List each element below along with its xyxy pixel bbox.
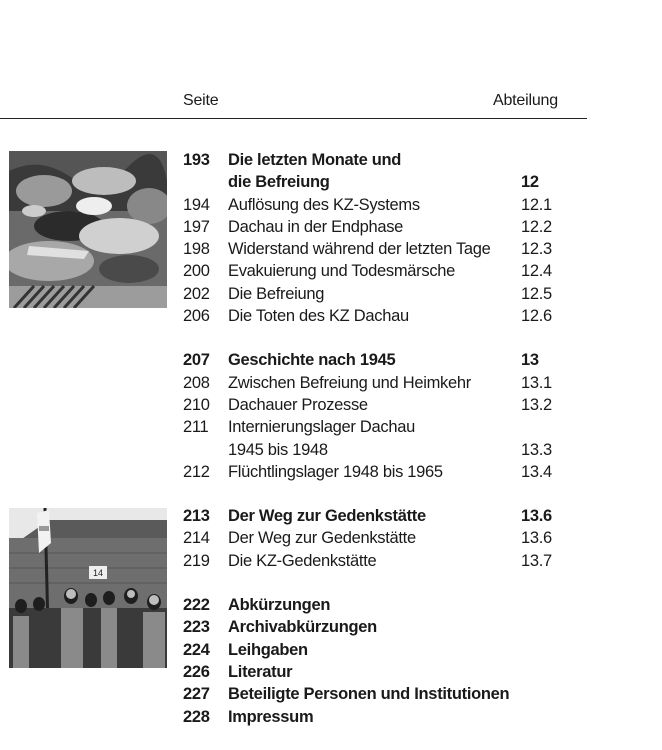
toc-page-number: 227 [183,685,210,704]
toc-heading-row [183,149,583,171]
toc-heading-row [183,594,583,616]
toc-entry-title: Die KZ-Gedenkstätte [228,551,377,570]
toc-entry-row [183,527,583,549]
toc-entry-title: Zwischen Befreiung und Heimkehr [228,373,471,392]
toc-page-number: 193 [183,151,210,169]
toc-section-number: 13 [521,351,539,370]
column-header-section: Abteilung [493,92,558,109]
toc-heading-row [183,683,583,705]
toc-entry-row [183,305,583,327]
toc-heading-row [183,349,583,371]
toc-section [183,149,583,327]
toc-page-number: 211 [183,418,209,437]
toc-page-number: 222 [183,596,210,615]
toc-page-number: 212 [183,462,210,481]
toc-page-number: 198 [183,240,210,259]
toc-section-number: 12 [521,173,539,192]
toc-page-number: 194 [183,195,210,214]
toc-page-number: 206 [183,307,210,326]
toc-entry-title: Leihgaben [228,640,308,659]
toc-entry-row [183,461,583,483]
barrack-number-label: 14 [92,568,104,578]
toc-page-number: 210 [183,395,210,414]
toc-entry-title: Die letzten Monate und [228,151,402,169]
toc-entry-row [183,550,583,572]
toc-entry-title: Abkürzungen [228,596,331,615]
toc-section-number: 13.7 [521,551,552,570]
toc-page-number: 213 [183,507,210,526]
toc-heading-row [183,505,583,527]
toc-entry-title: Flüchtlingslager 1948 bis 1965 [228,462,443,481]
toc-entry-title: Literatur [228,662,293,681]
header-divider [0,118,587,119]
toc-section-number: 12.1 [521,195,552,214]
liberation-photo [9,151,167,308]
memorial-flag-photo [9,508,167,668]
toc-entry-title: die Befreiung [228,173,330,192]
toc-entry-title: Geschichte nach 1945 [228,351,396,370]
toc-entry-row [183,372,583,394]
toc-entry-title: Die Befreiung [228,284,325,303]
toc-page-number: 224 [183,640,210,659]
toc-page-number: 207 [183,351,210,370]
toc-page-number: 226 [183,662,210,681]
toc-heading-row [183,706,583,728]
toc-page-number: 223 [183,618,210,637]
toc-entry-title: Die Toten des KZ Dachau [228,307,409,326]
toc-entry-row [183,416,583,438]
toc-section-number: 12.5 [521,284,552,303]
toc-entry-title: Archivabkürzungen [228,618,377,637]
toc-entry-row [183,260,583,282]
toc-entry-title: Evakuierung und Todesmärsche [228,262,456,281]
toc-section-number: 13.3 [521,440,552,459]
toc-section-number: 13.6 [521,507,552,526]
toc-entry-row [183,439,583,461]
toc-page-number: 228 [183,707,210,726]
toc-heading-row [183,661,583,683]
toc-entry-title: Der Weg zur Gedenkstätte [228,529,416,548]
toc-entry-title: Dachau in der Endphase [228,217,404,236]
toc-entry-title: Internierungslager Dachau [228,418,415,437]
toc-section-number: 13.1 [521,373,552,392]
toc-entry-title: Auflösung des KZ-Systems [228,195,420,214]
column-header-page: Seite [183,92,219,109]
toc-entry-row [183,394,583,416]
toc-page-number: 197 [183,217,210,236]
toc-entry-row [183,194,583,216]
toc-heading-row [183,616,583,638]
toc-entry-title: Der Weg zur Gedenkstätte [228,507,426,526]
toc-section [183,594,583,728]
toc-page-number: 208 [183,373,210,392]
toc-entry-title: Widerstand während der letzten Tage [228,240,491,259]
toc-page-number: 200 [183,262,210,281]
toc-section-number: 13.6 [521,529,552,548]
toc-heading-row [183,639,583,661]
toc-heading-row [183,171,583,193]
toc-page-number: 219 [183,551,210,570]
toc-section-number: 12.2 [521,217,552,236]
toc-section [183,505,583,572]
toc-page-number: 214 [183,529,210,548]
toc-entry-row [183,216,583,238]
toc-section-number: 12.6 [521,307,552,326]
toc-section-number: 12.4 [521,262,552,281]
toc-section-number: 12.3 [521,240,552,259]
toc-entry-row [183,238,583,260]
toc-page-number: 202 [183,284,210,303]
toc-entry-title: Beteiligte Personen und Institutionen [228,685,510,704]
toc-entry-title: 1945 bis 1948 [228,440,328,459]
toc-section-number: 13.2 [521,395,552,414]
toc-entry-title: Impressum [228,707,314,726]
toc-entry-title: Dachauer Prozesse [228,395,368,414]
toc-section [183,349,583,483]
table-of-contents [183,149,583,750]
toc-entry-row [183,283,583,305]
toc-section-number: 13.4 [521,462,552,481]
